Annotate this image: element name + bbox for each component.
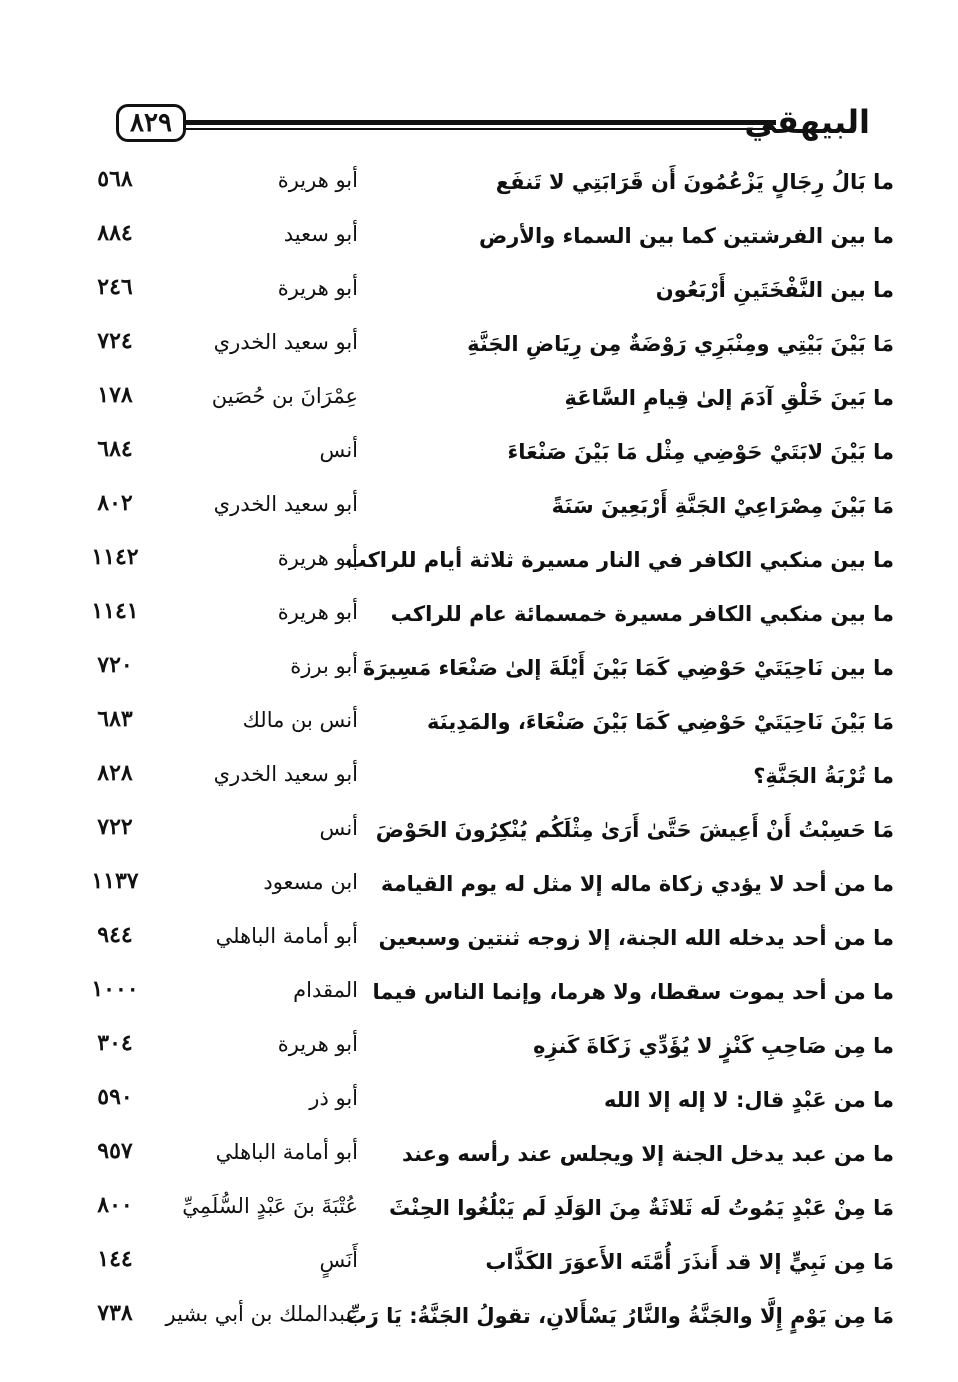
hadith-text: ما بين منكبي الكافر مسيرة خمسمائة عام للراكب bbox=[390, 602, 894, 626]
list-item bbox=[0, 918, 958, 972]
list-item bbox=[0, 594, 958, 648]
narrator: عِمْرَانَ بن حُصَين bbox=[211, 384, 358, 408]
hadith-number: ١٤٤ bbox=[97, 1246, 133, 1272]
list-item bbox=[0, 486, 958, 540]
narrator: أبو سعيد الخدري bbox=[213, 492, 358, 516]
narrator: أبو أمامة الباهلي bbox=[215, 924, 358, 948]
narrator: أبو سعيد الخدري bbox=[213, 762, 358, 786]
narrator: أبو هريرة bbox=[277, 546, 358, 570]
list-item bbox=[0, 1296, 958, 1350]
narrator: أبو سعيد bbox=[283, 222, 358, 246]
narrator: أبو ذر bbox=[309, 1086, 358, 1110]
hadith-text: ما بين منكبي الكافر في النار مسيرة ثلاثة أيام للراكب bbox=[345, 548, 894, 572]
hadith-text: مَا بَيْنَ نَاحِيَتَيْ حَوْضِي كَمَا بَيْنَ صَنْعَاءَ، والمَدِينَة bbox=[427, 710, 894, 734]
list-item bbox=[0, 1080, 958, 1134]
narrator: أنس بن مالك bbox=[242, 708, 358, 732]
hadith-text: ما من أحد يموت سقطا، ولا هرما، وإنما الناس فيما bbox=[372, 980, 894, 1004]
list-item bbox=[0, 864, 958, 918]
hadith-number: ١٧٨ bbox=[97, 382, 133, 408]
narrator: المقدام bbox=[293, 978, 358, 1002]
hadith-text: ما من عَبْدٍ قال: لا إله إلا الله bbox=[604, 1088, 894, 1112]
running-title: البيهقي bbox=[744, 103, 870, 141]
hadith-text: ما من أحد يدخله الله الجنة، إلا زوجه ثنتين وسبعين bbox=[378, 926, 894, 950]
hadith-number: ١١٤٢ bbox=[91, 544, 139, 570]
list-item bbox=[0, 702, 958, 756]
list-item bbox=[0, 810, 958, 864]
hadith-number: ٩٥٧ bbox=[97, 1138, 133, 1164]
hadith-text: ما بين الفرشتين كما بين السماء والأرض bbox=[479, 224, 894, 248]
header-rule-thin bbox=[186, 128, 776, 130]
hadith-number: ٨٨٤ bbox=[97, 220, 133, 246]
hadith-text: ما بين النَّفْخَتَينِ أَرْبَعُون bbox=[655, 278, 894, 302]
list-item bbox=[0, 1026, 958, 1080]
hadith-text: ما بَيْنَ لابَتَيْ حَوْضِي مِثْل مَا بَيْنَ صَنْعَاءَ bbox=[507, 440, 894, 464]
hadith-text: مَا مِن نَبِيٍّ إلا قد أَنذَرَ أُمَّتَه الأَعوَرَ الكَذَّاب bbox=[485, 1250, 894, 1274]
narrator: أنس bbox=[319, 438, 358, 462]
hadith-number: ٧٢٠ bbox=[97, 652, 133, 678]
narrator: أبو هريرة bbox=[277, 168, 358, 192]
hadith-text: مَا مِن يَوْمٍ إِلَّا والجَنَّةُ والنَّارُ يَسْأَلانِ، تقولُ الجَنَّةُ: يَا رَبِّ bbox=[345, 1304, 894, 1328]
page-header bbox=[104, 100, 874, 156]
narrator: ابن مسعود bbox=[263, 870, 358, 894]
list-item bbox=[0, 1134, 958, 1188]
narrator: عبدالملك بن أبي بشير bbox=[165, 1302, 358, 1326]
hadith-number: ٢٤٦ bbox=[97, 274, 133, 300]
hadith-text: ما تُرْبَةُ الجَنَّةِ؟ bbox=[753, 764, 894, 788]
narrator: عُتْبَةَ بنَ عَبْدٍ السُّلَمِيِّ bbox=[182, 1194, 358, 1218]
hadith-number: ٥٩٠ bbox=[97, 1084, 133, 1110]
narrator: أبو سعيد الخدري bbox=[213, 330, 358, 354]
hadith-text: ما مِن صَاحِبِ كَنْزٍ لا يُؤَدِّي زَكَاةَ كَنزِهِ bbox=[533, 1034, 894, 1058]
list-item bbox=[0, 756, 958, 810]
hadith-number: ١٠٠٠ bbox=[91, 976, 139, 1002]
hadith-number: ٣٠٤ bbox=[97, 1030, 133, 1056]
hadith-text: مَا بَيْنَ بَيْتِي ومِنْبَرِي رَوْضَةٌ مِن رِيَاضِ الجَنَّةِ bbox=[467, 332, 894, 356]
list-item bbox=[0, 1242, 958, 1296]
hadith-number: ١١٤١ bbox=[91, 598, 139, 624]
list-item bbox=[0, 162, 958, 216]
hadith-number: ٨٢٨ bbox=[97, 760, 133, 786]
narrator: أبو برزة bbox=[290, 654, 358, 678]
hadith-text: ما بَينَ خَلْقِ آدَمَ إلىٰ قِيامِ السَّاعَةِ bbox=[564, 386, 894, 410]
hadith-text: ما من أحد لا يؤدي زكاة ماله إلا مثل له يوم القيامة bbox=[380, 872, 894, 896]
hadith-number: ٦٨٣ bbox=[97, 706, 133, 732]
list-item bbox=[0, 270, 958, 324]
list-item bbox=[0, 540, 958, 594]
list-item bbox=[0, 378, 958, 432]
page-number: ٨٢٩ bbox=[116, 104, 186, 142]
narrator: أبو هريرة bbox=[277, 600, 358, 624]
hadith-text: ما بين نَاحِيَتَيْ حَوْضِي كَمَا بَيْنَ أَيْلَةَ إلىٰ صَنْعَاء مَسِيرَةَ bbox=[362, 656, 894, 680]
narrator: أَنَسٍ bbox=[319, 1248, 358, 1272]
hadith-number: ٩٤٤ bbox=[97, 922, 133, 948]
hadith-number: ٨٠٢ bbox=[97, 490, 133, 516]
list-item bbox=[0, 432, 958, 486]
header-rule bbox=[186, 120, 776, 125]
list-item bbox=[0, 216, 958, 270]
narrator: أنس bbox=[319, 816, 358, 840]
hadith-number: ٧٢٤ bbox=[97, 328, 133, 354]
hadith-text: ما من عبد يدخل الجنة إلا ويجلس عند رأسه وعند bbox=[401, 1142, 894, 1166]
hadith-number: ٦٨٤ bbox=[97, 436, 133, 462]
hadith-number: ٥٦٨ bbox=[97, 166, 133, 192]
hadith-number: ٨٠٠ bbox=[97, 1192, 133, 1218]
hadith-text: مَا حَسِبْتُ أَنْ أَعِيشَ حَتَّىٰ أَرَىٰ مِثْلَكُم يُنْكِرُونَ الحَوْضَ bbox=[375, 818, 894, 842]
narrator: أبو هريرة bbox=[277, 276, 358, 300]
list-item bbox=[0, 648, 958, 702]
hadith-number: ٧٢٢ bbox=[97, 814, 133, 840]
list-item bbox=[0, 324, 958, 378]
list-item bbox=[0, 1188, 958, 1242]
hadith-text: ما بَالُ رِجَالٍ يَزْعُمُونَ أَن قَرَابَتِي لا تَنفَع bbox=[495, 170, 894, 194]
narrator: أبو هريرة bbox=[277, 1032, 358, 1056]
hadith-number: ١١٣٧ bbox=[91, 868, 139, 894]
narrator: أبو أمامة الباهلي bbox=[215, 1140, 358, 1164]
hadith-number: ٧٣٨ bbox=[97, 1300, 133, 1326]
hadith-text: مَا بَيْنَ مِصْرَاعِيْ الجَنَّةِ أَرْبَعِينَ سَنَةً bbox=[551, 494, 894, 518]
hadith-text: مَا مِنْ عَبْدٍ يَمُوتُ لَه ثَلاثَةٌ مِنَ الوَلَدِ لَم يَبْلُغُوا الحِنْثَ bbox=[388, 1196, 894, 1220]
list-item bbox=[0, 972, 958, 1026]
